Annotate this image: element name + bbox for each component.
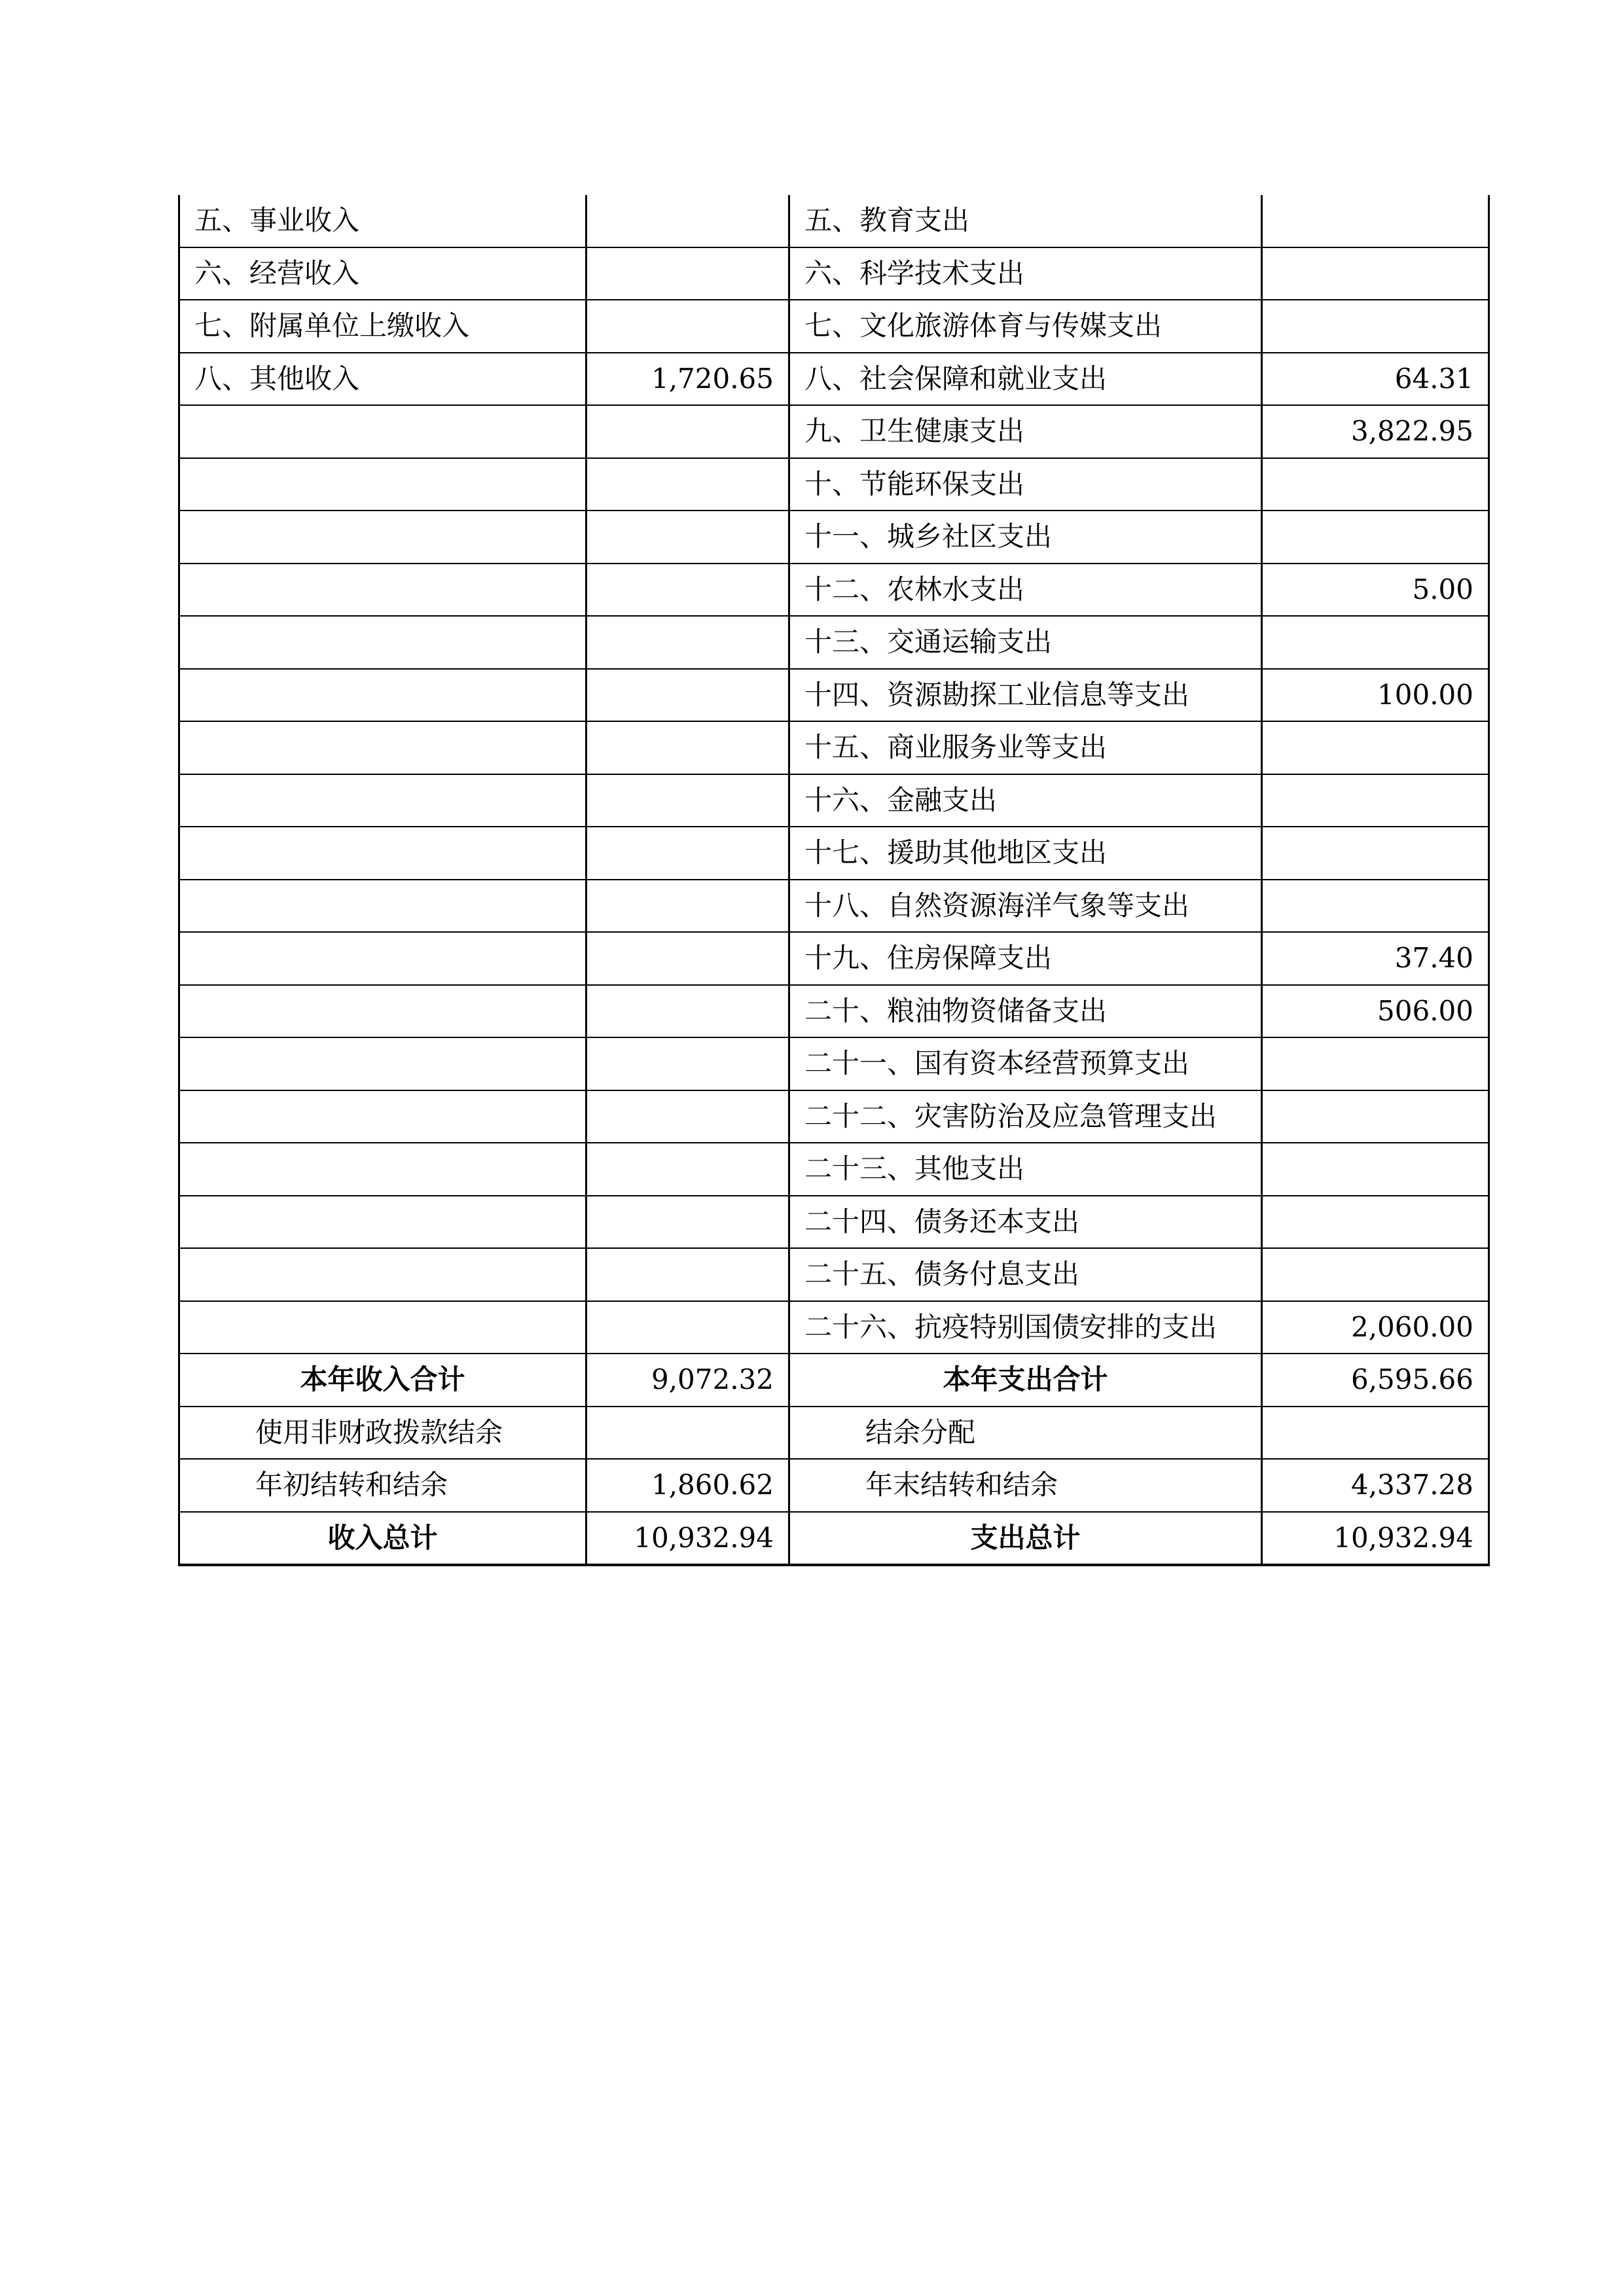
- income-item-cell: 六、经营收入: [179, 247, 586, 300]
- income-item-cell: [179, 669, 586, 722]
- income-item-cell: [179, 985, 586, 1038]
- table-row: [179, 300, 1489, 353]
- income-amount-cell: [586, 774, 789, 827]
- income-amount-cell: [586, 1248, 789, 1301]
- opening-carryover-amount: 1,860.62: [586, 1459, 789, 1512]
- income-item-cell: [179, 511, 586, 564]
- table-row: [179, 1090, 1489, 1143]
- table-row: [179, 880, 1489, 933]
- income-item-cell: 七、附属单位上缴收入: [179, 300, 586, 353]
- expense-item-cell: 九、卫生健康支出: [789, 405, 1262, 458]
- non-fiscal-balance-label: 使用非财政拨款结余: [179, 1407, 586, 1460]
- income-expense-table: [178, 195, 1490, 1566]
- income-amount-cell: 1,720.65: [586, 353, 789, 406]
- expense-item-cell: 十二、农林水支出: [789, 564, 1262, 617]
- income-item-cell: [179, 564, 586, 617]
- expense-amount-cell: [1262, 1090, 1489, 1143]
- expense-item-cell: 二十一、国有资本经营预算支出: [789, 1037, 1262, 1090]
- income-amount-cell: [586, 985, 789, 1038]
- table-row: [179, 774, 1489, 827]
- expense-item-cell: 六、科学技术支出: [789, 247, 1262, 300]
- income-amount-cell: [586, 616, 789, 669]
- expense-amount-cell: 5.00: [1262, 564, 1489, 617]
- expense-item-cell: 二十、粮油物资储备支出: [789, 985, 1262, 1038]
- expense-amount-cell: [1262, 458, 1489, 511]
- expense-item-cell: 二十五、债务付息支出: [789, 1248, 1262, 1301]
- expense-total-amount: 6,595.66: [1262, 1354, 1489, 1407]
- expense-item-cell: 十一、城乡社区支出: [789, 511, 1262, 564]
- income-amount-cell: [586, 932, 789, 985]
- expense-amount-cell: 2,060.00: [1262, 1301, 1489, 1354]
- table-row: [179, 1301, 1489, 1354]
- expense-amount-cell: [1262, 1248, 1489, 1301]
- income-item-cell: [179, 932, 586, 985]
- table-row: [179, 247, 1489, 300]
- table-row: [179, 1196, 1489, 1249]
- balance-distribution-label: 结余分配: [789, 1407, 1262, 1460]
- income-amount-cell: [586, 880, 789, 933]
- expense-item-cell: 十三、交通运输支出: [789, 616, 1262, 669]
- expense-item-cell: 七、文化旅游体育与传媒支出: [789, 300, 1262, 353]
- table-row: [179, 1143, 1489, 1196]
- income-item-cell: [179, 827, 586, 880]
- table-row: [179, 511, 1489, 564]
- income-item-cell: [179, 616, 586, 669]
- expense-item-cell: 二十四、债务还本支出: [789, 1196, 1262, 1249]
- income-amount-cell: [586, 721, 789, 774]
- expense-total-label: 本年支出合计: [789, 1354, 1262, 1407]
- income-amount-cell: [586, 511, 789, 564]
- balance-usage-row: [179, 1407, 1489, 1460]
- expense-item-cell: 十五、商业服务业等支出: [789, 721, 1262, 774]
- expense-amount-cell: 506.00: [1262, 985, 1489, 1038]
- income-amount-cell: [586, 1196, 789, 1249]
- table-row: [179, 353, 1489, 406]
- expense-item-cell: 十四、资源勘探工业信息等支出: [789, 669, 1262, 722]
- expense-amount-cell: 64.31: [1262, 353, 1489, 406]
- expense-amount-cell: 100.00: [1262, 669, 1489, 722]
- expense-item-cell: 十八、自然资源海洋气象等支出: [789, 880, 1262, 933]
- expense-grand-total-label: 支出总计: [789, 1512, 1262, 1566]
- income-item-cell: [179, 405, 586, 458]
- income-grand-total-amount: 10,932.94: [586, 1512, 789, 1566]
- non-fiscal-balance-amount: [586, 1407, 789, 1460]
- table-row: [179, 721, 1489, 774]
- closing-carryover-amount: 4,337.28: [1262, 1459, 1489, 1512]
- table-row: [179, 564, 1489, 617]
- expense-amount-cell: [1262, 774, 1489, 827]
- income-amount-cell: [586, 458, 789, 511]
- expense-amount-cell: [1262, 721, 1489, 774]
- budget-sheet: [178, 195, 1488, 1566]
- income-item-cell: [179, 721, 586, 774]
- expense-amount-cell: [1262, 247, 1489, 300]
- income-amount-cell: [586, 1090, 789, 1143]
- table-row: [179, 458, 1489, 511]
- income-item-cell: [179, 880, 586, 933]
- expense-amount-cell: [1262, 1196, 1489, 1249]
- income-item-cell: 五、事业收入: [179, 195, 586, 247]
- income-item-cell: [179, 1143, 586, 1196]
- expense-item-cell: 二十六、抗疫特别国债安排的支出: [789, 1301, 1262, 1354]
- expense-amount-cell: 37.40: [1262, 932, 1489, 985]
- income-amount-cell: [586, 247, 789, 300]
- income-item-cell: [179, 458, 586, 511]
- table-row: [179, 195, 1489, 247]
- expense-amount-cell: [1262, 195, 1489, 247]
- table-row: [179, 1248, 1489, 1301]
- balance-distribution-amount: [1262, 1407, 1489, 1460]
- income-amount-cell: [586, 405, 789, 458]
- income-total-amount: 9,072.32: [586, 1354, 789, 1407]
- expense-amount-cell: [1262, 511, 1489, 564]
- expense-amount-cell: [1262, 300, 1489, 353]
- annual-total-row: [179, 1354, 1489, 1407]
- income-item-cell: [179, 1248, 586, 1301]
- income-amount-cell: [586, 564, 789, 617]
- closing-carryover-label: 年末结转和结余: [789, 1459, 1262, 1512]
- table-row: [179, 827, 1489, 880]
- table-row: [179, 932, 1489, 985]
- expense-item-cell: 十、节能环保支出: [789, 458, 1262, 511]
- income-amount-cell: [586, 827, 789, 880]
- expense-grand-total-amount: 10,932.94: [1262, 1512, 1489, 1566]
- expense-item-cell: 五、教育支出: [789, 195, 1262, 247]
- income-item-cell: [179, 774, 586, 827]
- income-amount-cell: [586, 195, 789, 247]
- income-item-cell: [179, 1196, 586, 1249]
- table-row: [179, 405, 1489, 458]
- grand-total-row: [179, 1512, 1489, 1566]
- income-item-cell: [179, 1090, 586, 1143]
- table-row: [179, 669, 1489, 722]
- expense-amount-cell: [1262, 880, 1489, 933]
- income-amount-cell: [586, 1301, 789, 1354]
- expense-item-cell: 二十二、灾害防治及应急管理支出: [789, 1090, 1262, 1143]
- table-row: [179, 1037, 1489, 1090]
- income-item-cell: 八、其他收入: [179, 353, 586, 406]
- expense-amount-cell: 3,822.95: [1262, 405, 1489, 458]
- income-item-cell: [179, 1301, 586, 1354]
- expense-item-cell: 十六、金融支出: [789, 774, 1262, 827]
- income-total-label: 本年收入合计: [179, 1354, 586, 1407]
- expense-item-cell: 八、社会保障和就业支出: [789, 353, 1262, 406]
- expense-amount-cell: [1262, 1143, 1489, 1196]
- expense-amount-cell: [1262, 827, 1489, 880]
- income-grand-total-label: 收入总计: [179, 1512, 586, 1566]
- expense-item-cell: 十七、援助其他地区支出: [789, 827, 1262, 880]
- income-amount-cell: [586, 300, 789, 353]
- income-item-cell: [179, 1037, 586, 1090]
- table-row: [179, 985, 1489, 1038]
- carryover-row: [179, 1459, 1489, 1512]
- table-row: [179, 616, 1489, 669]
- expense-amount-cell: [1262, 1037, 1489, 1090]
- expense-item-cell: 十九、住房保障支出: [789, 932, 1262, 985]
- expense-item-cell: 二十三、其他支出: [789, 1143, 1262, 1196]
- income-amount-cell: [586, 669, 789, 722]
- opening-carryover-label: 年初结转和结余: [179, 1459, 586, 1512]
- expense-amount-cell: [1262, 616, 1489, 669]
- income-amount-cell: [586, 1037, 789, 1090]
- income-amount-cell: [586, 1143, 789, 1196]
